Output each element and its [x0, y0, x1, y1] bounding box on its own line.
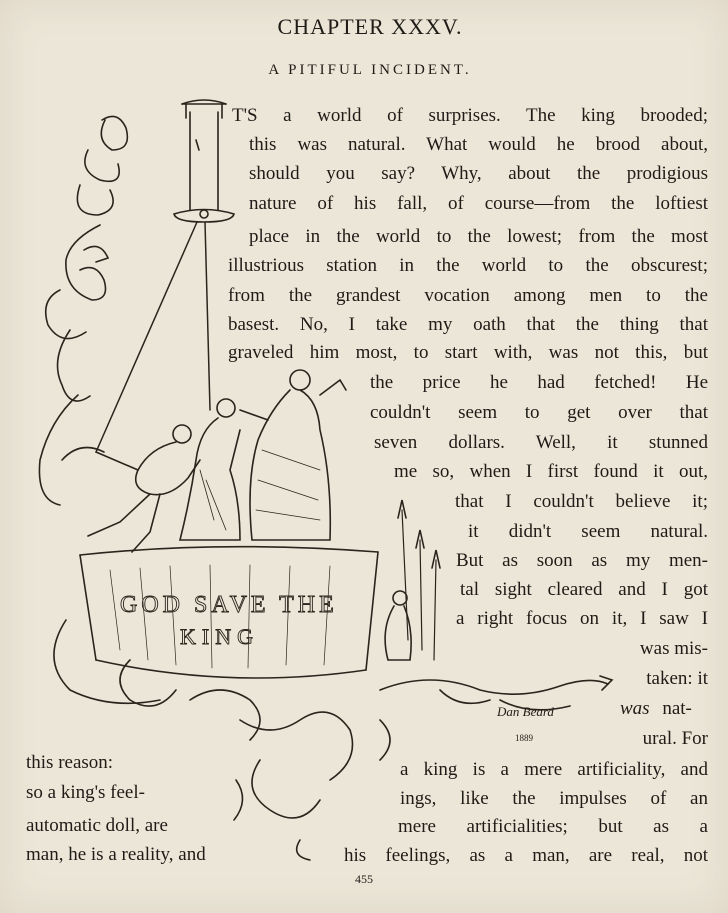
chapter-subtitle: A PITIFUL INCIDENT.: [268, 62, 472, 78]
text-line-left: this reason:: [26, 752, 114, 773]
text-line: that I couldn't believe it;: [455, 491, 708, 512]
drop-cap-letter: [174, 100, 234, 222]
text-line: ural. For: [642, 728, 708, 749]
serpent-ornament: [39, 116, 127, 505]
banner-text-line2: KING: [180, 624, 259, 649]
page-number: 455: [355, 872, 373, 886]
text-line: taken: it: [646, 668, 708, 689]
figures: [88, 370, 346, 552]
text-line: seven dollars. Well, it stunned: [374, 432, 708, 453]
text-line: place in the world to the lowest; from the most: [249, 226, 708, 247]
text-line: from the grandest vocation among men to the: [228, 285, 708, 306]
text-line: couldn't seem to get over that: [370, 402, 708, 423]
text-line-left: automatic doll, are: [26, 815, 168, 836]
chapter-heading: CHAPTER XXXV.: [277, 14, 463, 39]
text-line: it didn't seem natural.: [468, 521, 708, 542]
text-line: me so, when I first found it out,: [394, 461, 708, 482]
text-line-right: ings, like the impulses of an: [400, 788, 708, 809]
text-line: this was natural. What would he brood about,: [249, 134, 708, 155]
text-line: a right focus on it, I saw I: [456, 608, 708, 629]
artist-signature: Dan Beard: [497, 704, 554, 719]
text-line-left: man, he is a reality, and: [26, 844, 206, 865]
text-line-right: mere artificialities; but as a: [398, 816, 708, 837]
text-line: basest. No, I take my oath that the thing that: [228, 314, 708, 335]
text-line: graveled him most, to start with, was not this, but: [228, 342, 708, 363]
text-line: But as soon as my men-: [456, 550, 708, 571]
text-line: tal sight cleared and I got: [460, 579, 708, 600]
text-line: was mis-: [639, 638, 708, 659]
text-line: the price he had fetched! He: [370, 372, 708, 393]
signature-year: 1889: [515, 733, 533, 743]
text-line: should you say? Why, about the prodigious: [249, 163, 708, 184]
text-line: T'S a world of surprises. The king brooded;: [232, 105, 708, 126]
text-line-right: his feelings, as a man, are real, not: [344, 845, 708, 866]
text-fragment: nat-: [662, 698, 692, 719]
text-line-left: so a king's feel-: [26, 782, 145, 803]
text-line: nature of his fall, of course—from the loftiest: [249, 193, 708, 214]
text-line: illustrious station in the world to the obscurest;: [228, 255, 708, 276]
text-line-right: a king is a mere artificiality, and: [400, 759, 708, 780]
banner-text-line1: GOD SAVE THE: [120, 592, 338, 618]
text-italic: was: [620, 698, 650, 719]
text-line: [620, 697, 708, 721]
